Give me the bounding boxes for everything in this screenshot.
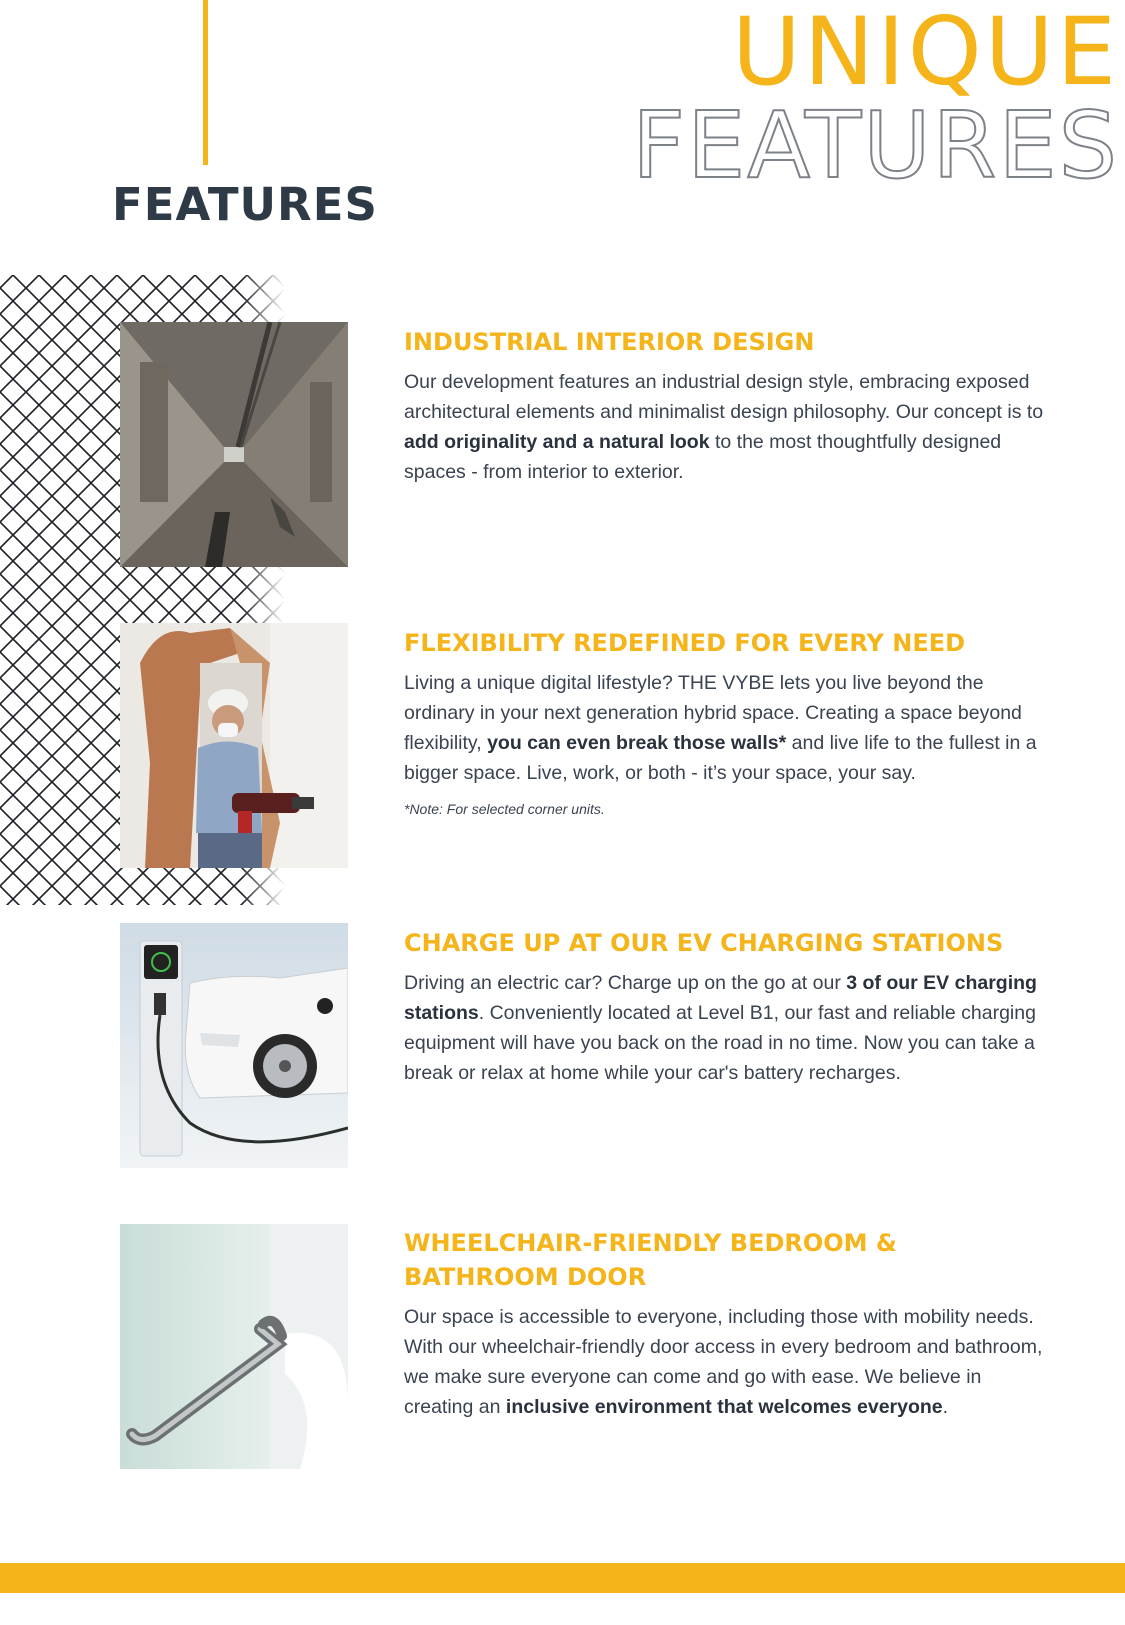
feature-body: Driving an electric car? Charge up on the go at our 3 of our EV charging stations. Conveniently located at Level B1, our fast and reliable charging equipment will have you back on the road in no time. Now you can take a break or relax at home while your car's battery recharges. — [404, 972, 1037, 1084]
feature-title: CHARGE UP AT OUR EV CHARGING STATIONS — [404, 929, 1004, 957]
door-handle-photo — [120, 1224, 348, 1469]
worker-breaking-wall-photo — [120, 623, 348, 868]
accent-vertical-line — [203, 0, 208, 165]
section-title: FEATURES — [112, 178, 378, 231]
ev-charger-car-photo — [120, 923, 348, 1168]
feature-body: Our space is accessible to everyone, including those with mobility needs. With our wheelchair-friendly door access in every bedroom and bathroom, we make sure everyone can come and go with ease. We believe in creating an inclusive environment that welcomes everyone. — [404, 1306, 1043, 1418]
unique-features-title — [632, 0, 1119, 199]
feature-flexibility — [404, 626, 1044, 818]
feature-industrial-interior — [404, 325, 1044, 487]
footer-accent-bar — [0, 1563, 1125, 1593]
title-line-features-outline: FEATURES — [632, 92, 1119, 199]
title-line-unique: UNIQUE — [731, 0, 1119, 107]
feature-body: Our development features an industrial design style, embracing exposed architectural elements and minimalist design philosophy. Our concept is to add originality and a natural look to the most thoughtfully designed spaces - from interior to exterior. — [404, 371, 1044, 483]
feature-note: *Note: For selected corner units. — [404, 801, 605, 817]
feature-body: Living a unique digital lifestyle? THE VYBE lets you live beyond the ordinary in your next generation hybrid space. Creating a space beyond flexibility, you can even break those walls* and live life to the fullest in a bigger space. Live, work, or both - it’s your space, your say. — [404, 672, 1037, 784]
concrete-corridor-photo — [120, 322, 348, 567]
feature-ev-charging — [404, 926, 1044, 1088]
feature-title: FLEXIBILITY REDEFINED FOR EVERY NEED — [404, 629, 966, 657]
feature-wheelchair-friendly — [404, 1226, 1044, 1422]
feature-title: WHEELCHAIR-FRIENDLY BEDROOM & BATHROOM DOOR — [404, 1229, 897, 1291]
feature-title: INDUSTRIAL INTERIOR DESIGN — [404, 328, 815, 356]
